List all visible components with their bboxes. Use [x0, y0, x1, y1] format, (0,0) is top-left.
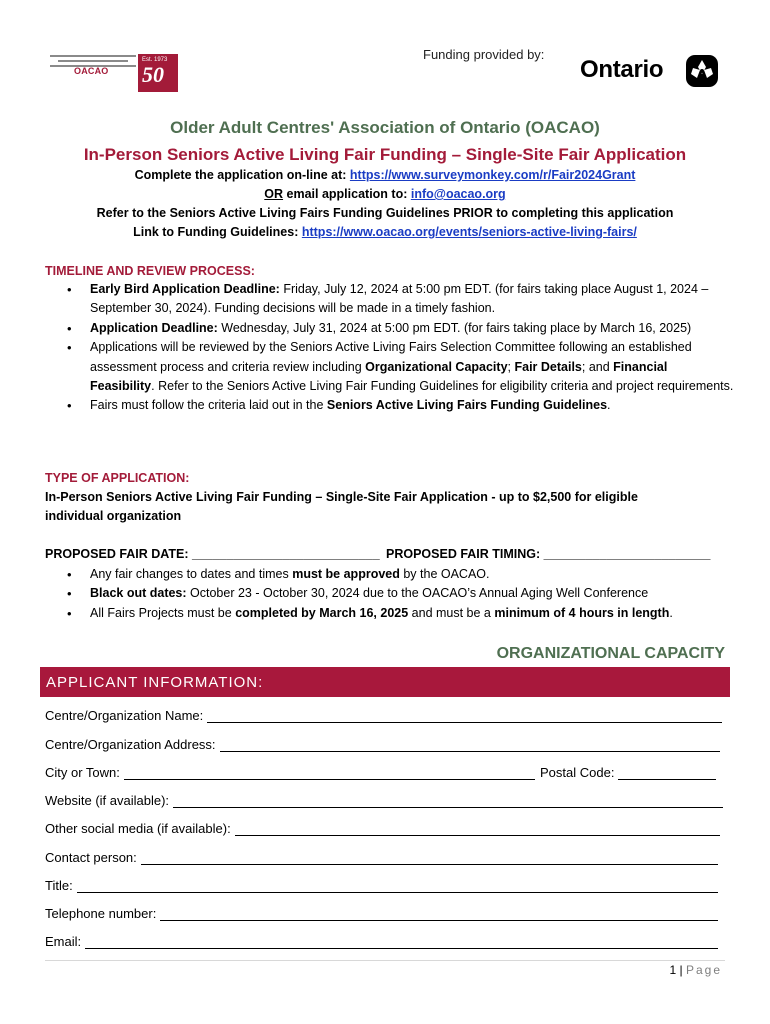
- guidelines-line: [0, 225, 770, 239]
- logo-est: Est. 1973: [142, 57, 168, 63]
- ontario-wordmark: Ontario: [580, 56, 664, 83]
- logo-fifty: 50: [142, 62, 164, 87]
- list-item: • Applications will be reviewed by the Seniors Active Living Fairs Selection Committee following an established assessment process and criteria review including Organizational Capacity; Fair Details; and Financial Feasibility. Refer to the Seniors Active Living Fair Funding Guidelines for eligibility criteria and project requirements.: [45, 338, 735, 396]
- list-item: • Early Bird Application Deadline: Friday, July 12, 2024 at 5:00 pm EDT. (for fairs taking place August 1, 2024 – September 30, 2024). Funding decisions will be made in a timely fashion.: [45, 280, 735, 319]
- list-item: • Black out dates: October 23 - October 30, 2024 due to the OACAO’s Annual Aging Well Conference: [45, 584, 735, 603]
- applicant-info-bar: [40, 667, 730, 697]
- org-capacity-heading: ORGANIZATIONAL CAPACITY: [496, 645, 725, 662]
- ontario-trillium-icon: [685, 54, 719, 88]
- postal-code-field[interactable]: Postal Code:: [540, 765, 716, 780]
- or-text: OR: [264, 187, 284, 201]
- social-media-field[interactable]: Other social media (if available):: [45, 821, 720, 836]
- online-prefix: Complete the application on-line at:: [134, 168, 350, 182]
- funding-label: Funding provided by:: [423, 47, 545, 62]
- form-title: In-Person Seniors Active Living Fair Funding – Single-Site Fair Application: [83, 145, 687, 164]
- list-item: • Any fair changes to dates and times must be approved by the OACAO.: [45, 565, 735, 584]
- type-text: In-Person Seniors Active Living Fair Funding – Single-Site Fair Application - up to $2,500 for eligible individual organization: [45, 490, 638, 524]
- logo-50-badge: [138, 54, 178, 92]
- list-item: • Fairs must follow the criteria laid out in the Seniors Active Living Fairs Funding Guidelines.: [45, 396, 735, 415]
- guidelines-link[interactable]: https://www.oacao.org/events/seniors-active-living-fairs/: [301, 225, 637, 239]
- org-name-field[interactable]: Centre/Organization Name:: [45, 708, 722, 723]
- email-line: [0, 187, 770, 201]
- email-field[interactable]: Email:: [45, 934, 718, 949]
- telephone-field[interactable]: Telephone number:: [45, 906, 718, 921]
- org-address-field[interactable]: Centre/Organization Address:: [45, 737, 720, 752]
- email-prefix: email application to:: [283, 187, 411, 201]
- type-heading: TYPE OF APPLICATION:: [45, 471, 190, 485]
- survey-link[interactable]: https://www.surveymonkey.com/r/Fair2024Grant: [349, 168, 636, 182]
- proposed-timing-label[interactable]: PROPOSED FAIR TIMING: ________________________: [386, 547, 711, 561]
- email-link[interactable]: info@oacao.org: [410, 187, 506, 201]
- proposed-list: [45, 565, 735, 623]
- city-field[interactable]: City or Town:: [45, 765, 535, 780]
- list-item: • All Fairs Projects must be completed by March 16, 2025 and must be a minimum of 4 hours in length.: [45, 604, 735, 623]
- online-line: [0, 168, 770, 182]
- timeline-heading: TIMELINE AND REVIEW PROCESS:: [45, 264, 255, 278]
- footer-divider: [45, 960, 725, 961]
- website-field[interactable]: Website (if available):: [45, 793, 723, 808]
- contact-person-field[interactable]: Contact person:: [45, 850, 718, 865]
- logo-text-lines: [50, 52, 136, 67]
- timeline-list: [45, 280, 735, 416]
- oacao-logo: [50, 52, 178, 94]
- guidelines-prefix: Link to Funding Guidelines:: [133, 225, 302, 239]
- logo-acronym: OACAO: [74, 66, 109, 76]
- page-number: 1 | Page: [669, 963, 722, 977]
- list-item: • Application Deadline: Wednesday, July 31, 2024 at 5:00 pm EDT. (for fairs taking place by March 16, 2025): [45, 319, 735, 338]
- refer-line: Refer to the Seniors Active Living Fairs Funding Guidelines PRIOR to completing this application: [96, 206, 674, 220]
- org-title: Older Adult Centres' Association of Ontario (OACAO): [170, 118, 600, 137]
- proposed-date-label[interactable]: PROPOSED FAIR DATE: ___________________________: [45, 547, 380, 561]
- title-field[interactable]: Title:: [45, 878, 718, 893]
- applicant-info-label: APPLICANT INFORMATION:: [46, 674, 264, 691]
